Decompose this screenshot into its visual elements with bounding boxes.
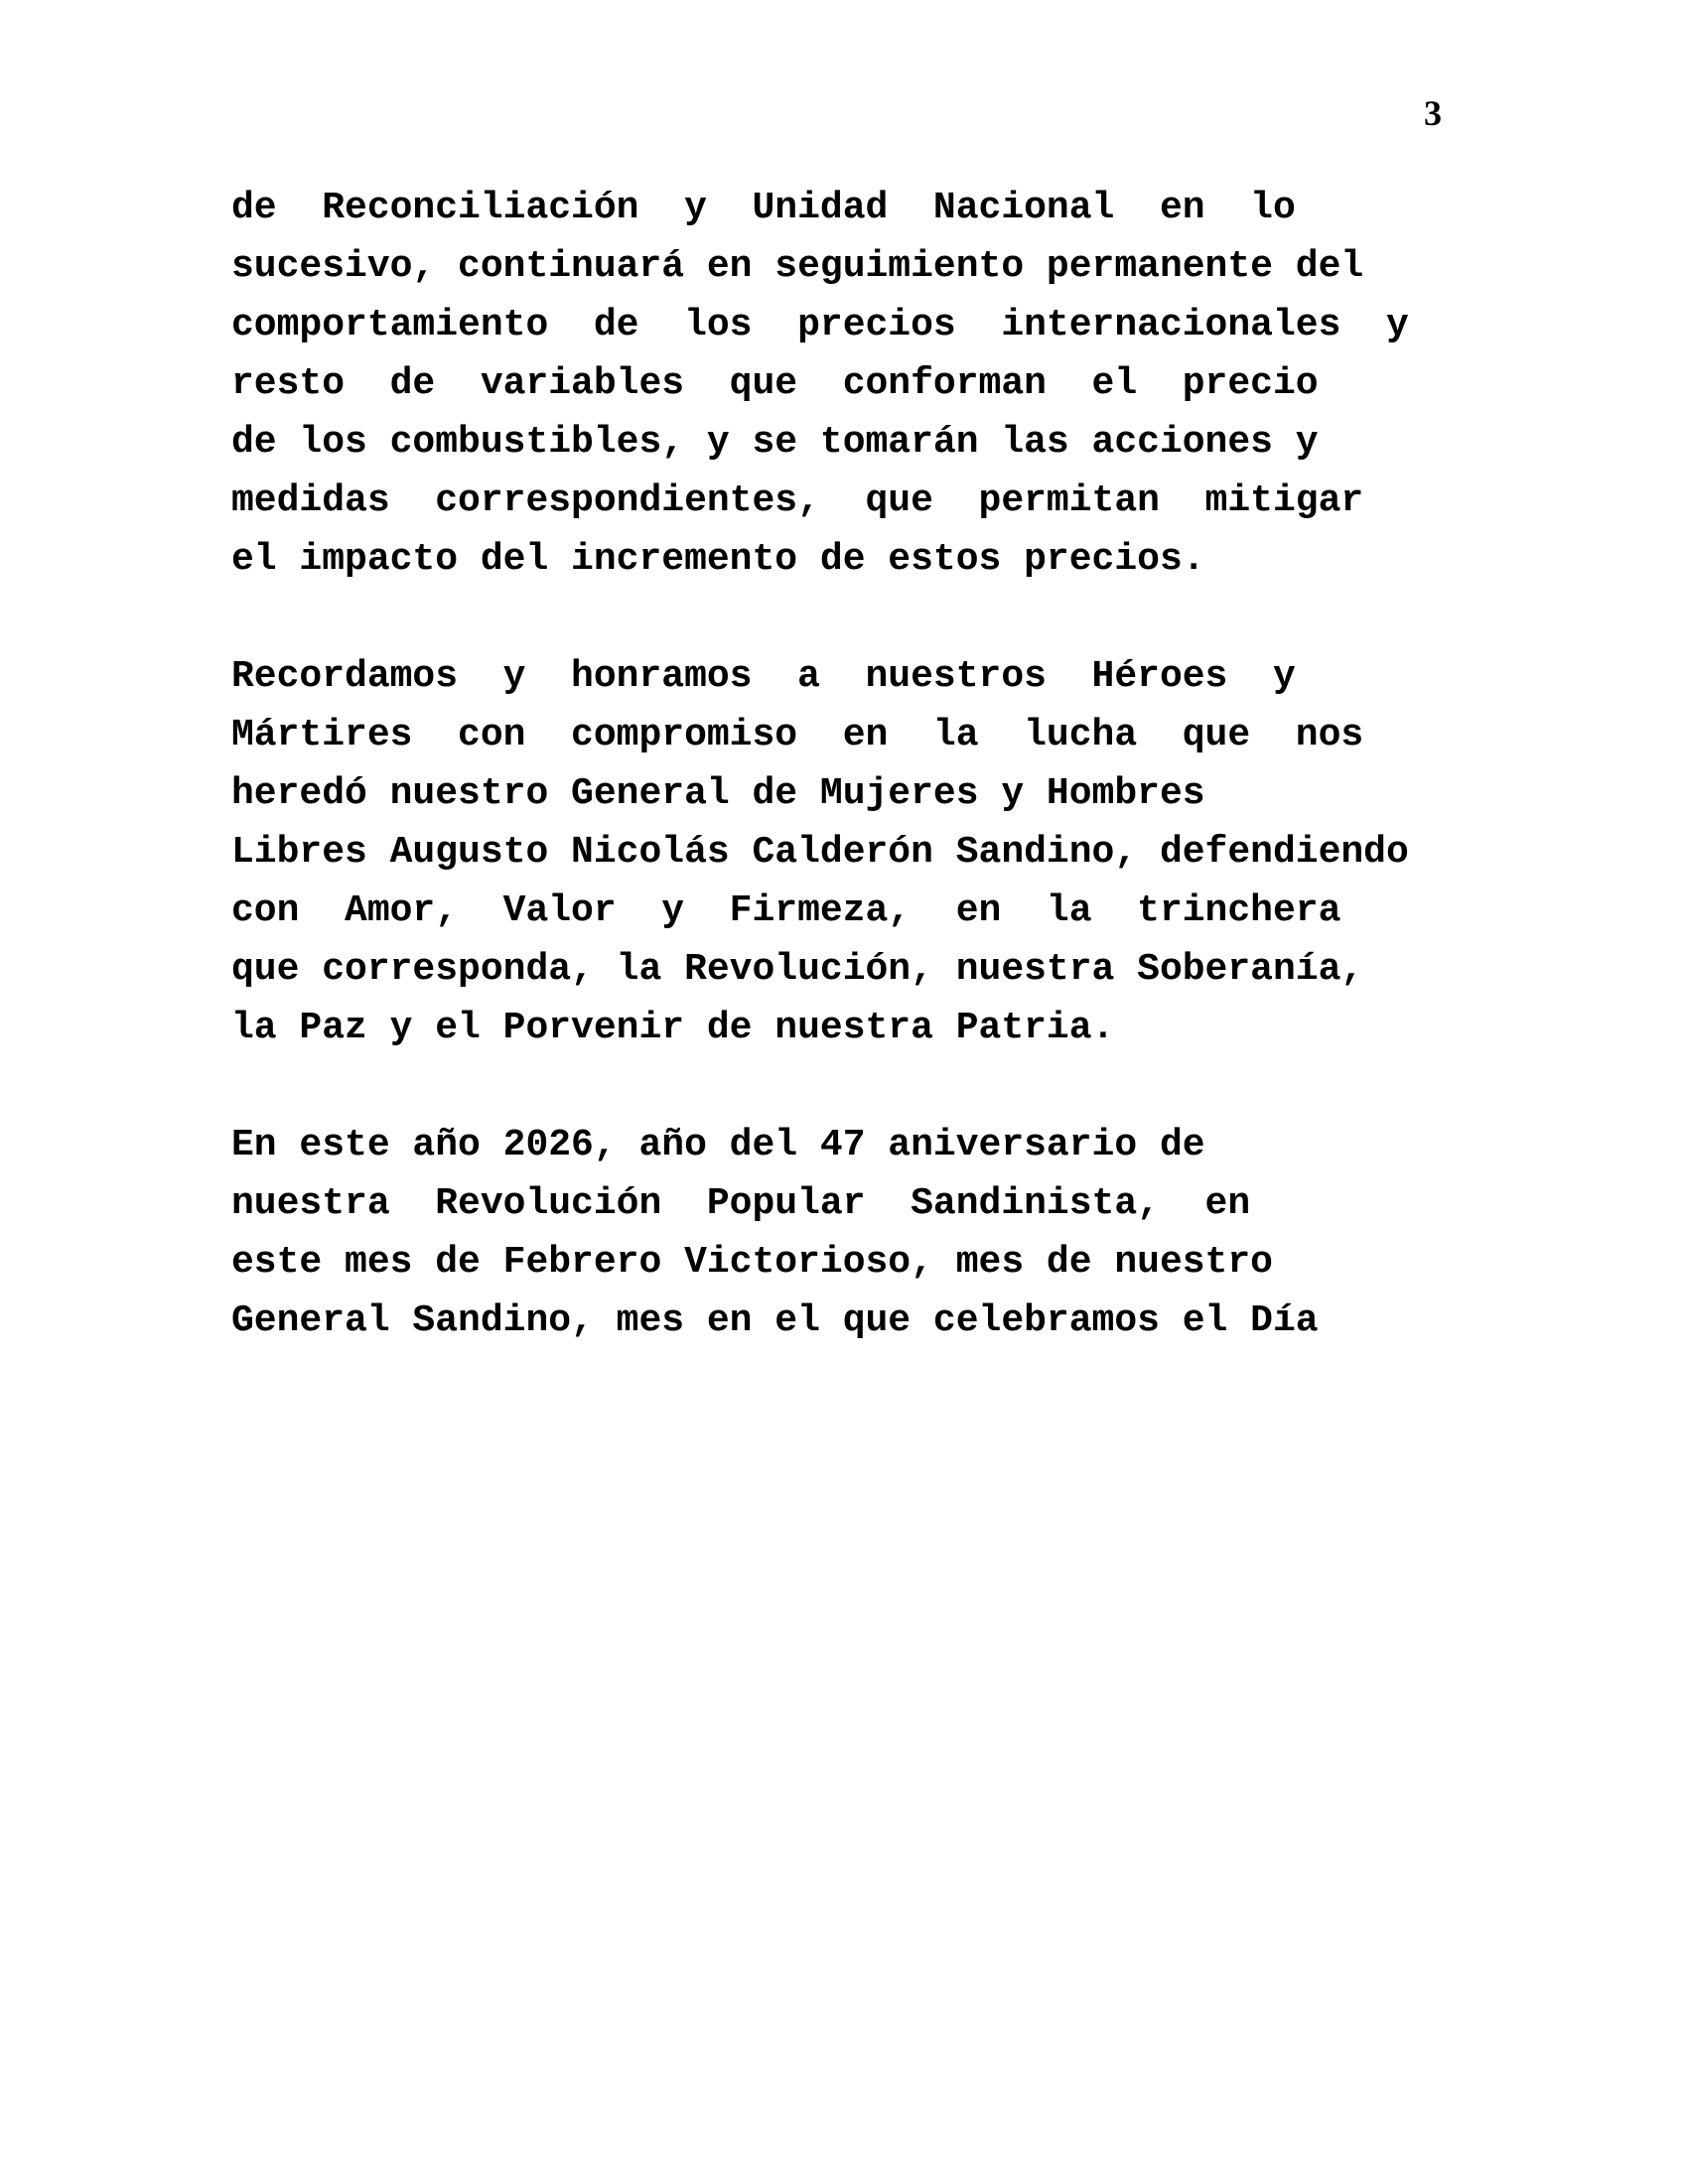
- page-number: 3: [1424, 93, 1442, 133]
- text-line-content: sucesivo, continuará en seguimiento permanente del: [231, 245, 1364, 288]
- text-line: [231, 413, 1440, 472]
- text-line-content: Recordamos y honramos a nuestros Héroes y: [231, 655, 1296, 698]
- text-line-content: de los combustibles, y se tomarán las acciones y: [231, 421, 1319, 464]
- text-line-content: medidas correspondientes, que permitan mitigar: [231, 479, 1364, 522]
- text-line-content: este mes de Febrero Victorioso, mes de nuestro: [231, 1241, 1273, 1284]
- text-line-content: Libres Augusto Nicolás Calderón Sandino, defendiendo: [231, 831, 1409, 874]
- text-line-content: heredó nuestro General de Mujeres y Hombres: [231, 772, 1205, 815]
- text-line-content: Mártires con compromiso en la lucha que nos: [231, 714, 1364, 756]
- text-line-content: resto de variables que conforman el precio: [231, 362, 1319, 405]
- text-line: [231, 764, 1440, 823]
- text-line: [231, 1116, 1440, 1174]
- paragraph-gap: [231, 1057, 1440, 1116]
- text-line-content: que corresponda, la Revolución, nuestra Soberanía,: [231, 948, 1364, 991]
- paragraph: [231, 647, 1440, 1057]
- text-line: [231, 1233, 1440, 1292]
- text-line: [231, 179, 1440, 237]
- text-line: [231, 237, 1440, 296]
- text-line: [231, 882, 1440, 940]
- paragraph: [231, 1116, 1440, 1350]
- text-line: [231, 823, 1440, 882]
- text-line-content: General Sandino, mes en el que celebramos el Día: [231, 1299, 1319, 1342]
- document-body: [231, 179, 1440, 1350]
- paragraph: [231, 179, 1440, 589]
- text-line: [231, 1174, 1440, 1233]
- text-line: [231, 472, 1440, 530]
- text-line-content: nuestra Revolución Popular Sandinista, en: [231, 1182, 1251, 1225]
- text-line: [231, 1292, 1440, 1350]
- text-line: [231, 530, 1440, 589]
- text-line: [231, 354, 1440, 413]
- text-line-content: de Reconciliación y Unidad Nacional en lo: [231, 187, 1296, 229]
- text-line: [231, 999, 1440, 1057]
- text-line: [231, 647, 1440, 706]
- text-line-content: el impacto del incremento de estos precios.: [231, 538, 1205, 581]
- text-line-content: la Paz y el Porvenir de nuestra Patria.: [231, 1007, 1115, 1049]
- text-line-content: En este año 2026, año del 47 aniversario de: [231, 1124, 1205, 1166]
- text-line: [231, 706, 1440, 764]
- text-line-content: comportamiento de los precios internacionales y: [231, 304, 1409, 346]
- text-line: [231, 940, 1440, 999]
- text-line-content: con Amor, Valor y Firmeza, en la trinchera: [231, 889, 1341, 932]
- paragraph-gap: [231, 589, 1440, 647]
- text-line: [231, 296, 1440, 354]
